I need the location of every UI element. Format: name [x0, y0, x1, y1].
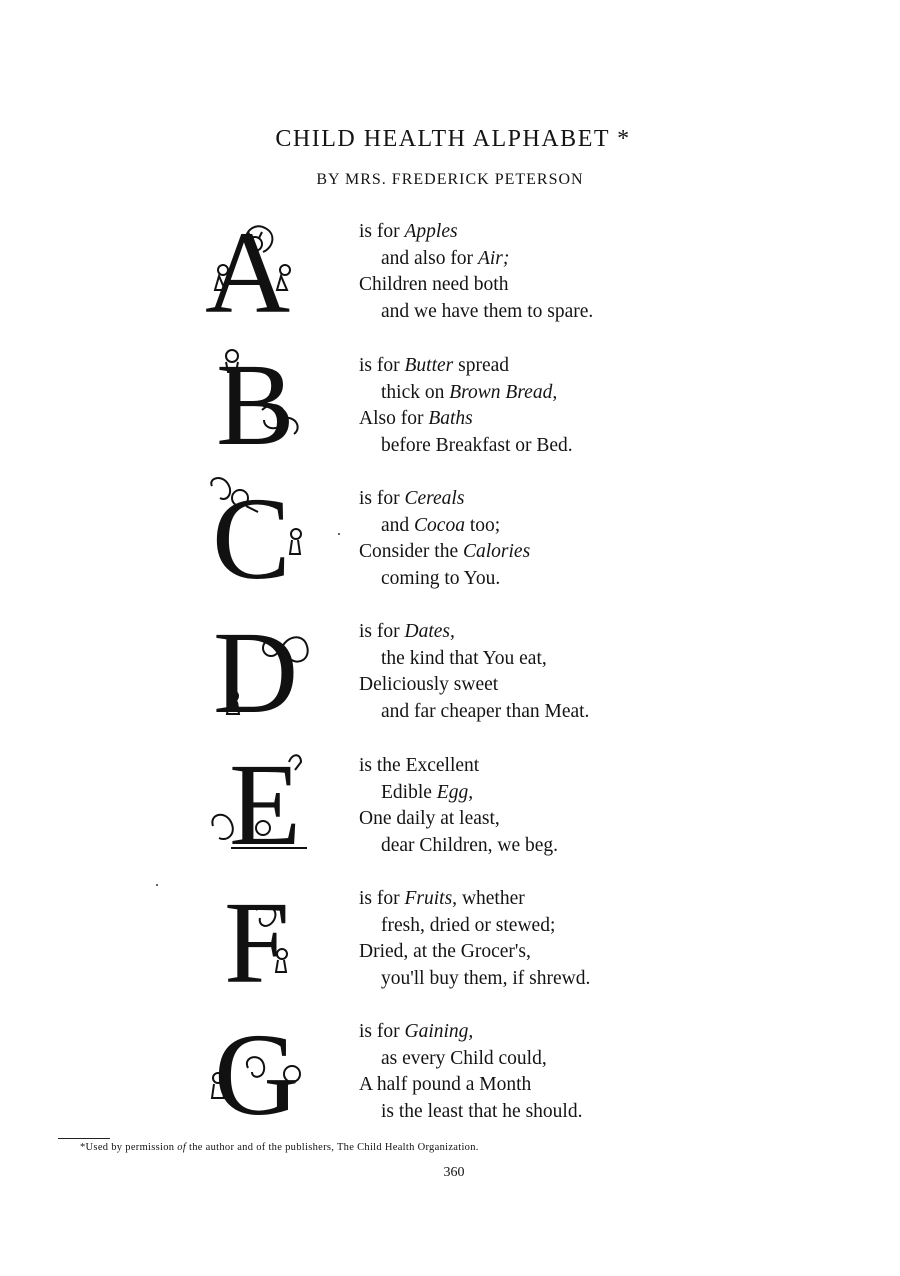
- stanza-line: [359, 353, 679, 380]
- stanza-line: [359, 433, 679, 460]
- italic-run: Air;: [477, 247, 510, 269]
- text-run: is for: [359, 488, 405, 509]
- squirrel-and-child-illustration: [206, 473, 316, 604]
- stanza-line: [359, 699, 679, 726]
- italic-run: Baths: [428, 408, 473, 429]
- italic-run: Butter: [404, 355, 454, 376]
- stanza-line: [359, 646, 679, 673]
- text-run: fresh, dried or stewed;: [381, 914, 556, 936]
- italic-run: Cereals: [404, 488, 465, 509]
- italic-run: Apples: [404, 221, 458, 242]
- stanza-a: [359, 219, 679, 325]
- stanza-line: [359, 1072, 679, 1099]
- text-run: and far cheaper than Meat.: [381, 700, 590, 722]
- text-run: as every Child could,: [381, 1047, 547, 1069]
- illustrated-initial-e: [209, 739, 319, 870]
- stanza-line: [359, 246, 679, 273]
- author-byline: BY MRS. FREDERICK PETERSON: [316, 171, 584, 188]
- initial-letter: C: [212, 473, 291, 604]
- text-run: Consider the: [359, 541, 463, 562]
- stanza-line: [359, 886, 679, 913]
- illustrated-initial-b: [212, 339, 322, 470]
- squirrel-and-children-illustration: [203, 218, 313, 338]
- stanza-line: [359, 486, 679, 513]
- italic-run: Egg,: [436, 781, 474, 803]
- initial-letter: E: [229, 739, 302, 870]
- squirrel-and-child-illustration: [222, 888, 332, 1008]
- illustrated-initial-a: [203, 207, 313, 338]
- stanza-line: [359, 1019, 679, 1046]
- text-run: Also for: [359, 408, 429, 429]
- stanza-b: [359, 353, 679, 459]
- text-run: Edible: [381, 781, 437, 803]
- stanza-c: [359, 486, 679, 592]
- illustrated-initial-f: [222, 877, 332, 1008]
- stanza-line: [359, 406, 679, 433]
- footnote: [80, 1142, 479, 1153]
- stanza-line: [359, 566, 679, 593]
- stanza-line: [359, 1046, 679, 1073]
- text-run: dear Children, we beg.: [381, 834, 559, 856]
- stanza-line: [359, 939, 679, 966]
- italic-run: Gaining,: [404, 1021, 474, 1042]
- squirrel-and-bird-illustration: [209, 739, 319, 870]
- text-run: before Breakfast or Bed.: [381, 434, 573, 456]
- text-run: too;: [464, 514, 501, 536]
- text-run: thick on: [381, 381, 450, 403]
- initial-letter: B: [216, 339, 295, 470]
- stanza-line: [359, 272, 679, 299]
- stanza-line: [359, 219, 679, 246]
- stanza-line: [359, 539, 679, 566]
- text-run: coming to You.: [381, 567, 501, 589]
- stanza-line: [359, 672, 679, 699]
- illustrated-initial-c: [206, 473, 316, 604]
- squirrel-and-child-illustration: [208, 1009, 318, 1140]
- italic-run: Brown Bread,: [449, 381, 558, 403]
- text-run: One daily at least,: [359, 808, 500, 829]
- stanza-line: [359, 513, 679, 540]
- initial-letter: A: [205, 207, 291, 338]
- stanza-line: [359, 380, 679, 407]
- text-run: and also for: [381, 247, 478, 269]
- text-run: Children need both: [359, 274, 509, 295]
- scan-speck: [156, 884, 158, 886]
- footnote-text: the author and of the publishers, The Child Health Organization.: [186, 1142, 479, 1153]
- illustrated-initial-d: [211, 607, 321, 738]
- text-run: spread: [453, 355, 510, 376]
- stanza-line: [359, 619, 679, 646]
- stanza-line: [359, 966, 679, 993]
- text-run: A half pound a Month: [359, 1074, 532, 1095]
- stanza-g: [359, 1019, 679, 1125]
- scan-speck: [338, 533, 340, 535]
- text-run: is the Excellent: [359, 755, 480, 776]
- italic-run: Calories: [462, 541, 531, 562]
- stanza-f: [359, 886, 679, 992]
- stanza-line: [359, 806, 679, 833]
- stanza-line: [359, 780, 679, 807]
- italic-run: Cocoa: [414, 514, 465, 536]
- text-run: is for: [359, 355, 405, 376]
- text-run: and we have them to spare.: [381, 300, 594, 322]
- text-run: the kind that You eat,: [381, 647, 547, 669]
- footnote-rule: [58, 1138, 110, 1139]
- initial-letter: F: [224, 877, 290, 1008]
- stanza-line: [359, 833, 679, 860]
- text-run: is for: [359, 621, 405, 642]
- stanza-line: [359, 913, 679, 940]
- stanza-line: [359, 753, 679, 780]
- page-number: 360: [443, 1165, 465, 1180]
- initial-letter: G: [214, 1009, 300, 1140]
- italic-run: Fruits,: [404, 888, 458, 909]
- text-run: is for: [359, 221, 405, 242]
- squirrel-and-child-illustration: [211, 607, 321, 738]
- text-run: and: [381, 514, 415, 536]
- text-run: is the least that he should.: [381, 1100, 583, 1122]
- text-run: whether: [457, 888, 525, 909]
- text-run: you'll buy them, if shrewd.: [381, 967, 591, 989]
- stanza-e: [359, 753, 679, 859]
- text-run: is for: [359, 888, 405, 909]
- footnote-italic: of: [177, 1142, 187, 1153]
- stanza-line: [359, 1099, 679, 1126]
- squirrel-and-child-illustration: [212, 339, 322, 470]
- illustrated-initial-g: [208, 1009, 318, 1140]
- text-run: is for: [359, 1021, 405, 1042]
- text-run: Deliciously sweet: [359, 674, 499, 695]
- footnote-text: *Used by permission: [80, 1142, 178, 1153]
- text-run: Dried, at the Grocer's,: [359, 941, 531, 962]
- italic-run: Dates,: [404, 621, 455, 642]
- initial-letter: D: [213, 607, 299, 738]
- stanza-d: [359, 619, 679, 725]
- page-title: CHILD HEALTH ALPHABET *: [275, 126, 631, 152]
- stanza-line: [359, 299, 679, 326]
